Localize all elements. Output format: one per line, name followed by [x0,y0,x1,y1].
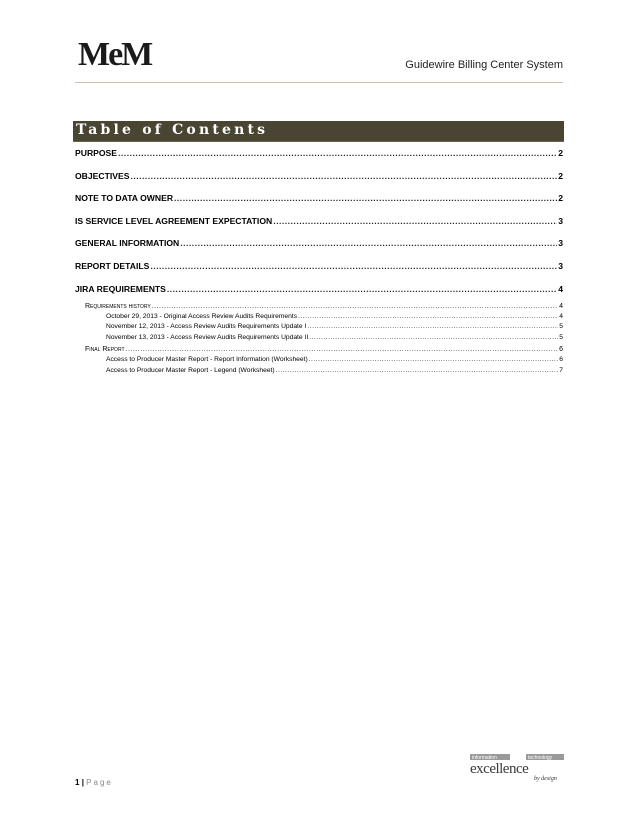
toc-entry-objectives[interactable]: OBJECTIVES ..... 2 [75,171,563,182]
logo-word-technology: technology [528,755,553,761]
toc-entry-nov-13-update-ii[interactable]: November 13, 2013 - Access Review Audits Requirements Update II ..... 5 [75,333,563,344]
toc-entry-legend-worksheet[interactable]: Access to Producer Master Report - Legend (Worksheet) ..... 7 [75,366,563,377]
page-separator: | [81,778,84,787]
toc-entry-nov-12-update-i[interactable]: November 12, 2013 - Access Review Audits Requirements Update I ..... 5 [75,322,563,333]
it-excellence-logo [468,752,566,782]
toc-entry-sla-expectation[interactable]: IS SERVICE LEVEL AGREEMENT EXPECTATION ..... 3 [75,216,563,227]
toc-entry-purpose[interactable]: PURPOSE ..... 2 [75,148,563,159]
logo-word-excellence: excellence [470,761,529,777]
document-header-title: Guidewire Billing Center System [405,59,563,71]
toc-entry-final-report[interactable]: Final Report ..... 6 [75,344,563,355]
toc-entry-note-to-data-owner[interactable]: NOTE TO DATA OWNER ..... 2 [75,193,563,204]
toc-entry-jira-requirements[interactable]: JIRA REQUIREMENTS ..... 4 [75,284,563,295]
toc-heading-band [73,121,564,142]
table-of-contents [75,148,563,377]
page-label: Page [86,778,113,787]
toc-entry-report-details[interactable]: REPORT DETAILS ..... 3 [75,261,563,272]
toc-entry-general-information[interactable]: GENERAL INFORMATION ..... 3 [75,238,563,249]
logo-word-information: information [472,755,497,761]
company-logo [78,38,151,72]
toc-entry-oct-29-requirements[interactable]: October 29, 2013 - Original Access Review Audits Requirements ..... 4 [75,312,563,323]
logo-text: MeM [78,36,152,73]
toc-entry-requirements-history[interactable]: Requirements history ..... 4 [75,301,563,312]
toc-heading: Table of Contents [76,122,269,138]
page-number: 1 [75,778,80,787]
toc-entry-report-information-worksheet[interactable]: Access to Producer Master Report - Report Information (Worksheet) ..... 6 [75,355,563,366]
page-number-footer [75,778,113,787]
logo-tagline: by design [534,776,557,782]
header-divider [75,82,563,83]
